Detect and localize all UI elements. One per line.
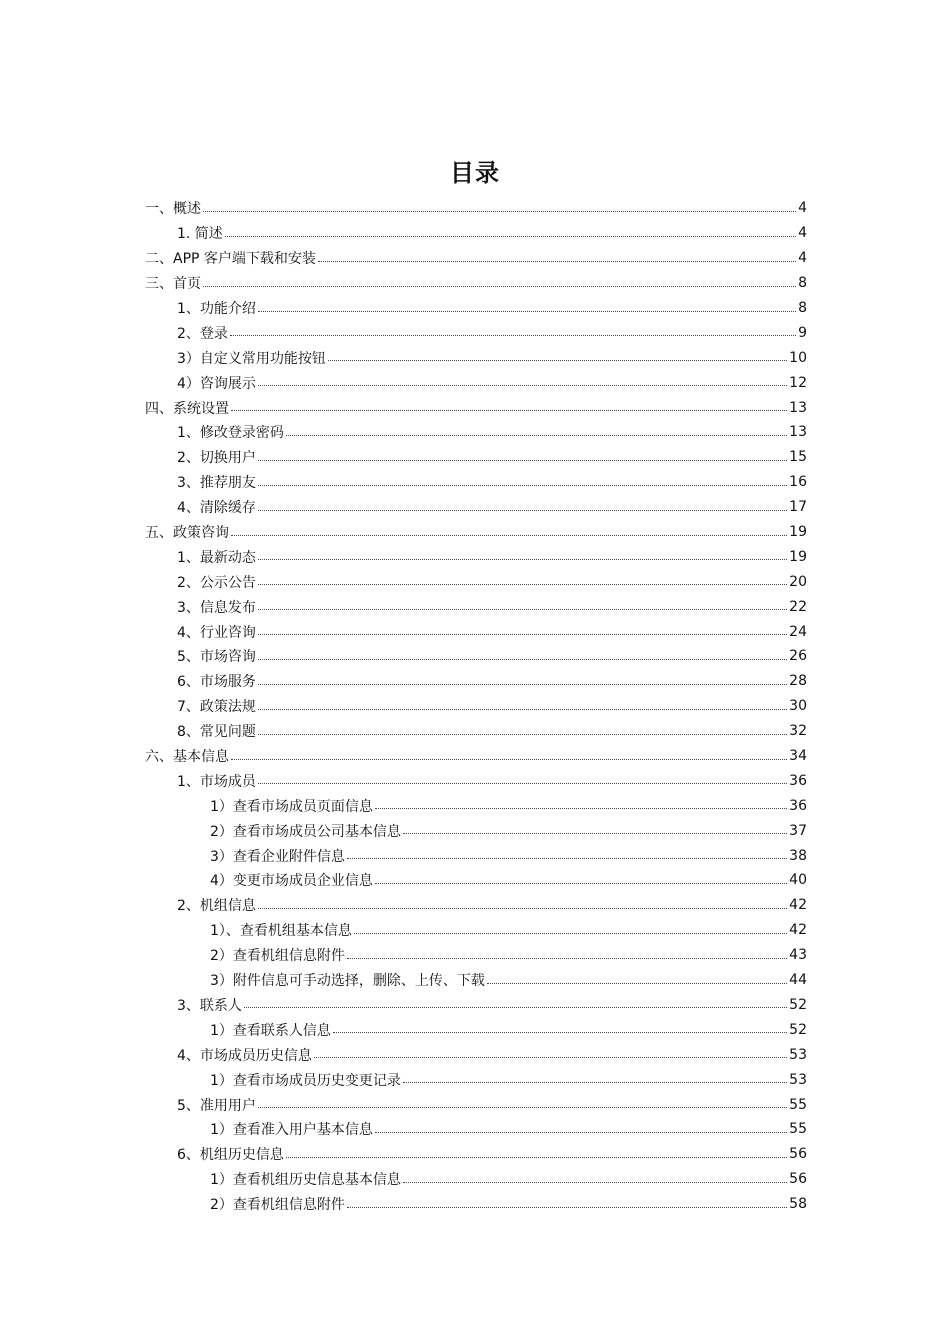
toc-entry-label: 7、政策法规 — [177, 699, 256, 716]
toc-entry-label: 四、系统设置 — [145, 400, 229, 417]
toc-entry[interactable] — [145, 1017, 807, 1042]
toc-entry[interactable] — [145, 296, 807, 321]
dot-leader — [258, 783, 787, 784]
toc-entry-label: 1、功能介绍 — [177, 301, 256, 317]
dot-leader — [487, 983, 787, 984]
toc-entry[interactable] — [145, 470, 807, 495]
toc-entry[interactable] — [145, 370, 807, 395]
toc-entry-label: 2）查看市场成员公司基本信息 — [210, 823, 401, 840]
toc-entry-page-number: 38 — [789, 847, 807, 864]
toc-entry-label: 1. 简述 — [177, 226, 223, 243]
toc-entry-page-number: 13 — [789, 399, 807, 416]
toc-entry-page-number: 28 — [789, 673, 807, 690]
toc-entry-label: 2、登录 — [177, 325, 228, 342]
toc-entry[interactable] — [145, 1092, 807, 1117]
dot-leader — [347, 858, 787, 859]
toc-entry-page-number: 8 — [798, 300, 807, 316]
toc-entry[interactable] — [145, 1042, 807, 1067]
toc-entry[interactable] — [145, 719, 807, 744]
toc-entry-label: 3）查看企业附件信息 — [210, 848, 345, 865]
toc-entry-label: 3）自定义常用功能按钮 — [177, 350, 326, 367]
dot-leader — [231, 410, 787, 411]
toc-entry-label: 3、推荐朋友 — [177, 475, 256, 492]
toc-entry-page-number: 56 — [789, 1146, 807, 1163]
dot-leader — [258, 311, 796, 312]
dot-leader — [231, 535, 787, 536]
toc-entry-page-number: 42 — [789, 922, 807, 939]
dot-leader — [403, 833, 787, 834]
toc-entry[interactable] — [145, 594, 807, 619]
toc-entry-label: 4、清除缓存 — [177, 500, 256, 517]
dot-leader — [375, 808, 787, 809]
dot-leader — [258, 385, 787, 386]
toc-entry-page-number: 17 — [789, 499, 807, 516]
dot-leader — [318, 261, 796, 262]
dot-leader — [258, 684, 787, 685]
toc-entry-page-number: 43 — [789, 947, 807, 964]
toc-entry[interactable] — [145, 644, 807, 669]
dot-leader — [203, 286, 796, 287]
toc-entry-label: 2）查看机组信息附件 — [210, 1197, 345, 1214]
dot-leader — [258, 734, 787, 735]
toc-entry[interactable] — [145, 669, 807, 694]
toc-entry-label: 1）查看市场成员历史变更记录 — [210, 1072, 401, 1089]
toc-entry-page-number: 13 — [789, 424, 807, 441]
toc-entry[interactable] — [145, 196, 807, 221]
toc-entry-label: 1）查看机组历史信息基本信息 — [210, 1172, 401, 1189]
toc-entry-page-number: 42 — [789, 897, 807, 914]
toc-entry[interactable] — [145, 793, 807, 818]
toc-entry[interactable] — [145, 1167, 807, 1192]
toc-entry-page-number: 58 — [789, 1196, 807, 1213]
toc-entry[interactable] — [145, 221, 807, 246]
toc-entry-page-number: 12 — [789, 374, 807, 391]
toc-entry-label: 8、常见问题 — [177, 724, 256, 741]
toc-entry[interactable] — [145, 395, 807, 420]
toc-entry-page-number: 44 — [789, 972, 807, 989]
toc-entry-page-number: 19 — [789, 524, 807, 541]
toc-entry[interactable] — [145, 768, 807, 793]
dot-leader — [258, 559, 787, 560]
toc-entry[interactable] — [145, 420, 807, 445]
toc-entry-label: 二、APP 客户端下载和安装 — [145, 251, 316, 268]
toc-entry-page-number: 55 — [789, 1096, 807, 1113]
toc-entry[interactable] — [145, 544, 807, 569]
toc-entry-label: 1）查看准入用户基本信息 — [210, 1122, 373, 1139]
toc-entry[interactable] — [145, 818, 807, 843]
toc-entry-page-number: 15 — [789, 449, 807, 466]
dot-leader — [314, 1057, 787, 1058]
toc-entry[interactable] — [145, 1142, 807, 1167]
toc-entry[interactable] — [145, 694, 807, 719]
toc-entry-page-number: 16 — [789, 474, 807, 491]
toc-entry[interactable] — [145, 993, 807, 1018]
dot-leader — [244, 1007, 787, 1008]
dot-leader — [347, 1207, 787, 1208]
toc-entry-label: 一、概述 — [145, 201, 201, 218]
toc-entry-label: 2、机组信息 — [177, 898, 256, 915]
dot-leader — [203, 211, 796, 212]
toc-entry-label: 2、切换用户 — [177, 450, 256, 467]
toc-entry-label: 2、公示公告 — [177, 574, 256, 591]
toc-entry-page-number: 55 — [789, 1121, 807, 1138]
dot-leader — [258, 659, 787, 660]
dot-leader — [258, 609, 787, 610]
toc-entry-label: 4）变更市场成员企业信息 — [210, 873, 373, 890]
dot-leader — [286, 1157, 787, 1158]
dot-leader — [328, 360, 787, 361]
toc-entry-label: 5、市场咨询 — [177, 649, 256, 666]
toc-entry-page-number: 56 — [789, 1171, 807, 1188]
toc-entry-page-number: 4 — [798, 250, 807, 267]
toc-entry-label: 五、政策咨询 — [145, 525, 229, 542]
toc-entry-label: 1、市场成员 — [177, 773, 256, 790]
dot-leader — [258, 460, 787, 461]
toc-entry[interactable] — [145, 320, 807, 345]
table-of-contents — [145, 196, 807, 1217]
toc-entry-page-number: 52 — [789, 1021, 807, 1038]
toc-entry-page-number: 22 — [789, 598, 807, 615]
toc-entry-label: 三、首页 — [145, 276, 201, 293]
toc-entry-label: 3、信息发布 — [177, 599, 256, 616]
toc-entry-label: 1）、查看机组基本信息 — [210, 923, 352, 940]
toc-entry[interactable] — [145, 868, 807, 893]
toc-entry-page-number: 30 — [789, 698, 807, 715]
toc-entry-label: 1、最新动态 — [177, 549, 256, 566]
dot-leader — [403, 1082, 787, 1083]
dot-leader — [258, 709, 787, 710]
toc-entry-label: 1、修改登录密码 — [177, 425, 284, 442]
toc-entry-page-number: 20 — [789, 573, 807, 590]
toc-entry-label: 1）查看市场成员页面信息 — [210, 798, 373, 815]
dot-leader — [225, 236, 796, 237]
toc-entry[interactable] — [145, 246, 807, 271]
toc-entry-page-number: 8 — [798, 275, 807, 292]
dot-leader — [258, 1107, 787, 1108]
toc-entry[interactable] — [145, 495, 807, 520]
toc-entry[interactable] — [145, 271, 807, 296]
toc-entry-page-number: 53 — [789, 1046, 807, 1063]
toc-entry-page-number: 40 — [789, 872, 807, 889]
toc-entry-page-number: 9 — [798, 324, 807, 341]
toc-entry-page-number: 36 — [789, 797, 807, 814]
toc-entry-label: 1）查看联系人信息 — [210, 1022, 331, 1039]
toc-entry[interactable] — [145, 1192, 807, 1217]
toc-entry[interactable] — [145, 843, 807, 868]
toc-entry[interactable] — [145, 893, 807, 918]
toc-entry[interactable] — [145, 1117, 807, 1142]
toc-entry[interactable] — [145, 918, 807, 943]
toc-entry-page-number: 26 — [789, 648, 807, 665]
toc-entry-page-number: 4 — [798, 200, 807, 217]
dot-leader — [258, 908, 787, 909]
toc-entry[interactable] — [145, 345, 807, 370]
toc-entry-page-number: 19 — [789, 548, 807, 565]
toc-entry[interactable] — [145, 943, 807, 968]
toc-entry[interactable] — [145, 968, 807, 993]
toc-entry[interactable] — [145, 520, 807, 545]
dot-leader — [231, 759, 787, 760]
toc-entry-page-number: 10 — [789, 349, 807, 366]
toc-entry[interactable] — [145, 1067, 807, 1092]
toc-entry-label: 4、行业咨询 — [177, 624, 256, 641]
page-title: 目录 — [450, 159, 500, 187]
dot-leader — [258, 485, 787, 486]
toc-entry-label: 六、基本信息 — [145, 749, 229, 766]
toc-entry[interactable] — [145, 744, 807, 769]
toc-entry-page-number: 52 — [789, 996, 807, 1013]
toc-entry-label: 2）查看机组信息附件 — [210, 948, 345, 965]
dot-leader — [347, 958, 787, 959]
dot-leader — [258, 584, 787, 585]
toc-entry-page-number: 53 — [789, 1071, 807, 1088]
dot-leader — [258, 510, 787, 511]
toc-entry-page-number: 32 — [789, 723, 807, 740]
dot-leader — [258, 634, 787, 635]
toc-entry[interactable] — [145, 569, 807, 594]
toc-entry[interactable] — [145, 619, 807, 644]
toc-entry[interactable] — [145, 445, 807, 470]
toc-entry-label: 3、联系人 — [177, 997, 242, 1014]
dot-leader — [286, 435, 787, 436]
dot-leader — [354, 933, 787, 934]
toc-entry-page-number: 24 — [789, 623, 807, 640]
toc-entry-label: 3）附件信息可手动选择，删除、上传、下载 — [210, 973, 485, 990]
toc-entry-label: 6、机组历史信息 — [177, 1147, 284, 1164]
toc-entry-page-number: 37 — [789, 822, 807, 839]
toc-entry-label: 5、准用用户 — [177, 1097, 256, 1114]
dot-leader — [375, 1132, 787, 1133]
dot-leader — [230, 335, 796, 336]
toc-entry-page-number: 4 — [798, 225, 807, 242]
toc-entry-label: 4、市场成员历史信息 — [177, 1047, 312, 1064]
dot-leader — [375, 883, 787, 884]
dot-leader — [333, 1032, 787, 1033]
toc-entry-page-number: 34 — [789, 748, 807, 765]
toc-entry-label: 6、市场服务 — [177, 674, 256, 691]
dot-leader — [403, 1182, 787, 1183]
toc-entry-page-number: 36 — [789, 772, 807, 789]
toc-entry-label: 4）咨询展示 — [177, 375, 256, 392]
